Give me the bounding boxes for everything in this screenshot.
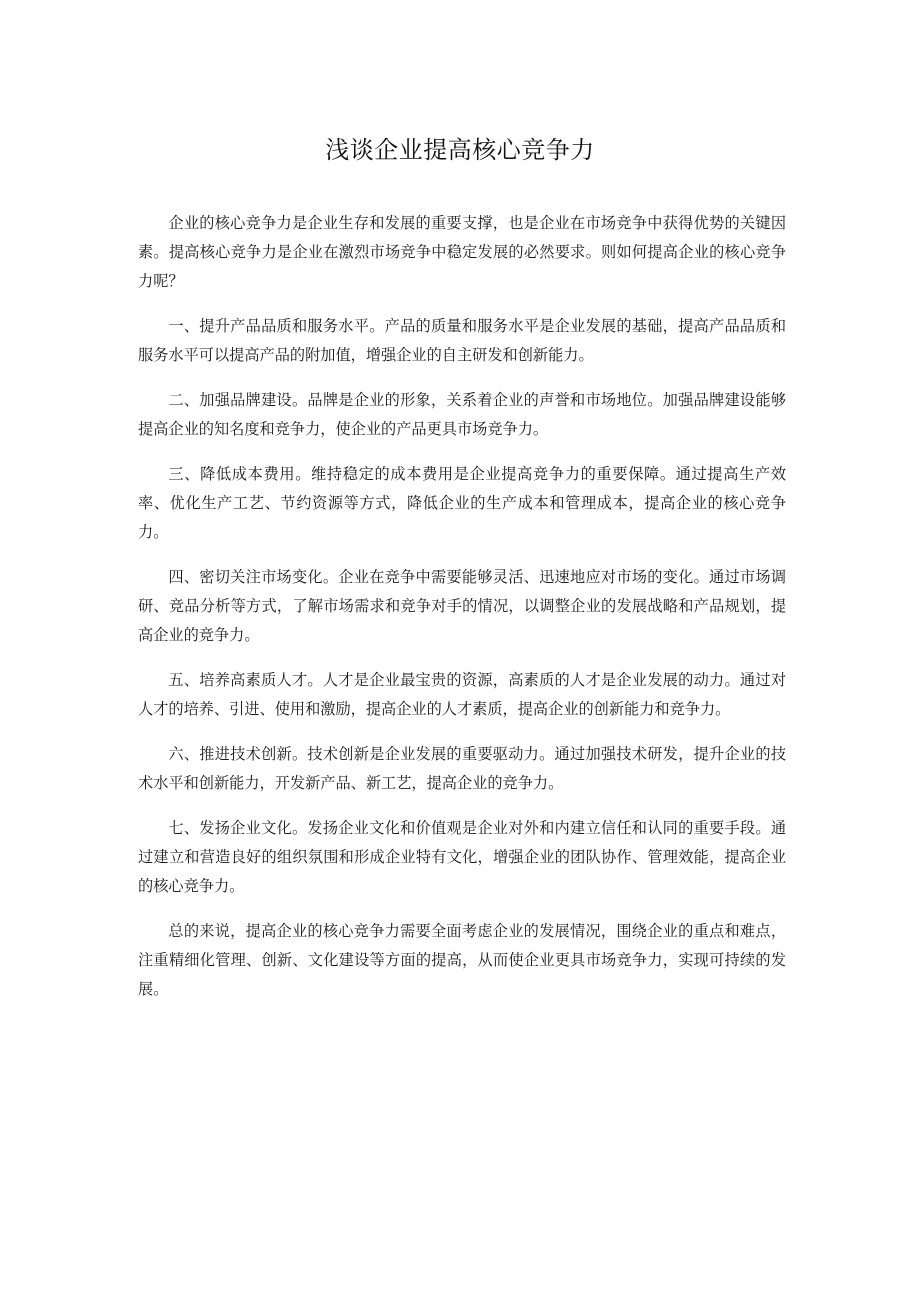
paragraph-conclusion: 总的来说，提高企业的核心竞争力需要全面考虑企业的发展情况，围绕企业的重点和难点，注重精细化管理、创新、文化建设等方面的提高，从而使企业更具市场竞争力，实现可持续的发展。 — [138, 922, 786, 998]
document-title: 浅谈企业提高核心竞争力 — [325, 136, 595, 164]
paragraph-point-1: 一、提升产品品质和服务水平。产品的质量和服务水平是企业发展的基础，提高产品品质和服务水平可以提高产品的附加值，增强企业的自主研发和创新能力。 — [138, 317, 786, 364]
paragraph-point-4: 四、密切关注市场变化。企业在竞争中需要能够灵活、迅速地应对市场的变化。通过市场调研、竞品分析等方式，了解市场需求和竞争对手的情况，以调整企业的发展战略和产品规划，提高企业的竞争力。 — [138, 568, 786, 644]
paragraph-point-3: 三、降低成本费用。维持稳定的成本费用是企业提高竞争力的重要保障。通过提高生产效率、优化生产工艺、节约资源等方式，降低企业的生产成本和管理成本，提高企业的核心竞争力。 — [138, 465, 786, 541]
paragraph-intro: 企业的核心竞争力是企业生存和发展的重要支撑，也是企业在市场竞争中获得优势的关键因素。提高核心竞争力是企业在激烈市场竞争中稳定发展的必然要求。则如何提高企业的核心竞争力呢？ — [138, 214, 786, 290]
paragraph-point-7: 七、发扬企业文化。发扬企业文化和价值观是企业对外和内建立信任和认同的重要手段。通过建立和营造良好的组织氛围和形成企业特有文化，增强企业的团队协作、管理效能，提高企业的核心竞争力。 — [138, 819, 786, 895]
paragraph-point-6: 六、推进技术创新。技术创新是企业发展的重要驱动力。通过加强技术研发，提升企业的技术水平和创新能力，开发新产品、新工艺，提高企业的竞争力。 — [138, 745, 786, 792]
paragraph-point-5: 五、培养高素质人才。人才是企业最宝贵的资源，高素质的人才是企业发展的动力。通过对人才的培养、引进、使用和激励，提高企业的人才素质，提高企业的创新能力和竞争力。 — [138, 671, 786, 718]
document-body — [138, 209, 786, 1020]
paragraph-point-2: 二、加强品牌建设。品牌是企业的形象，关系着企业的声誉和市场地位。加强品牌建设能够提高企业的知名度和竞争力，使企业的产品更具市场竞争力。 — [138, 391, 786, 438]
